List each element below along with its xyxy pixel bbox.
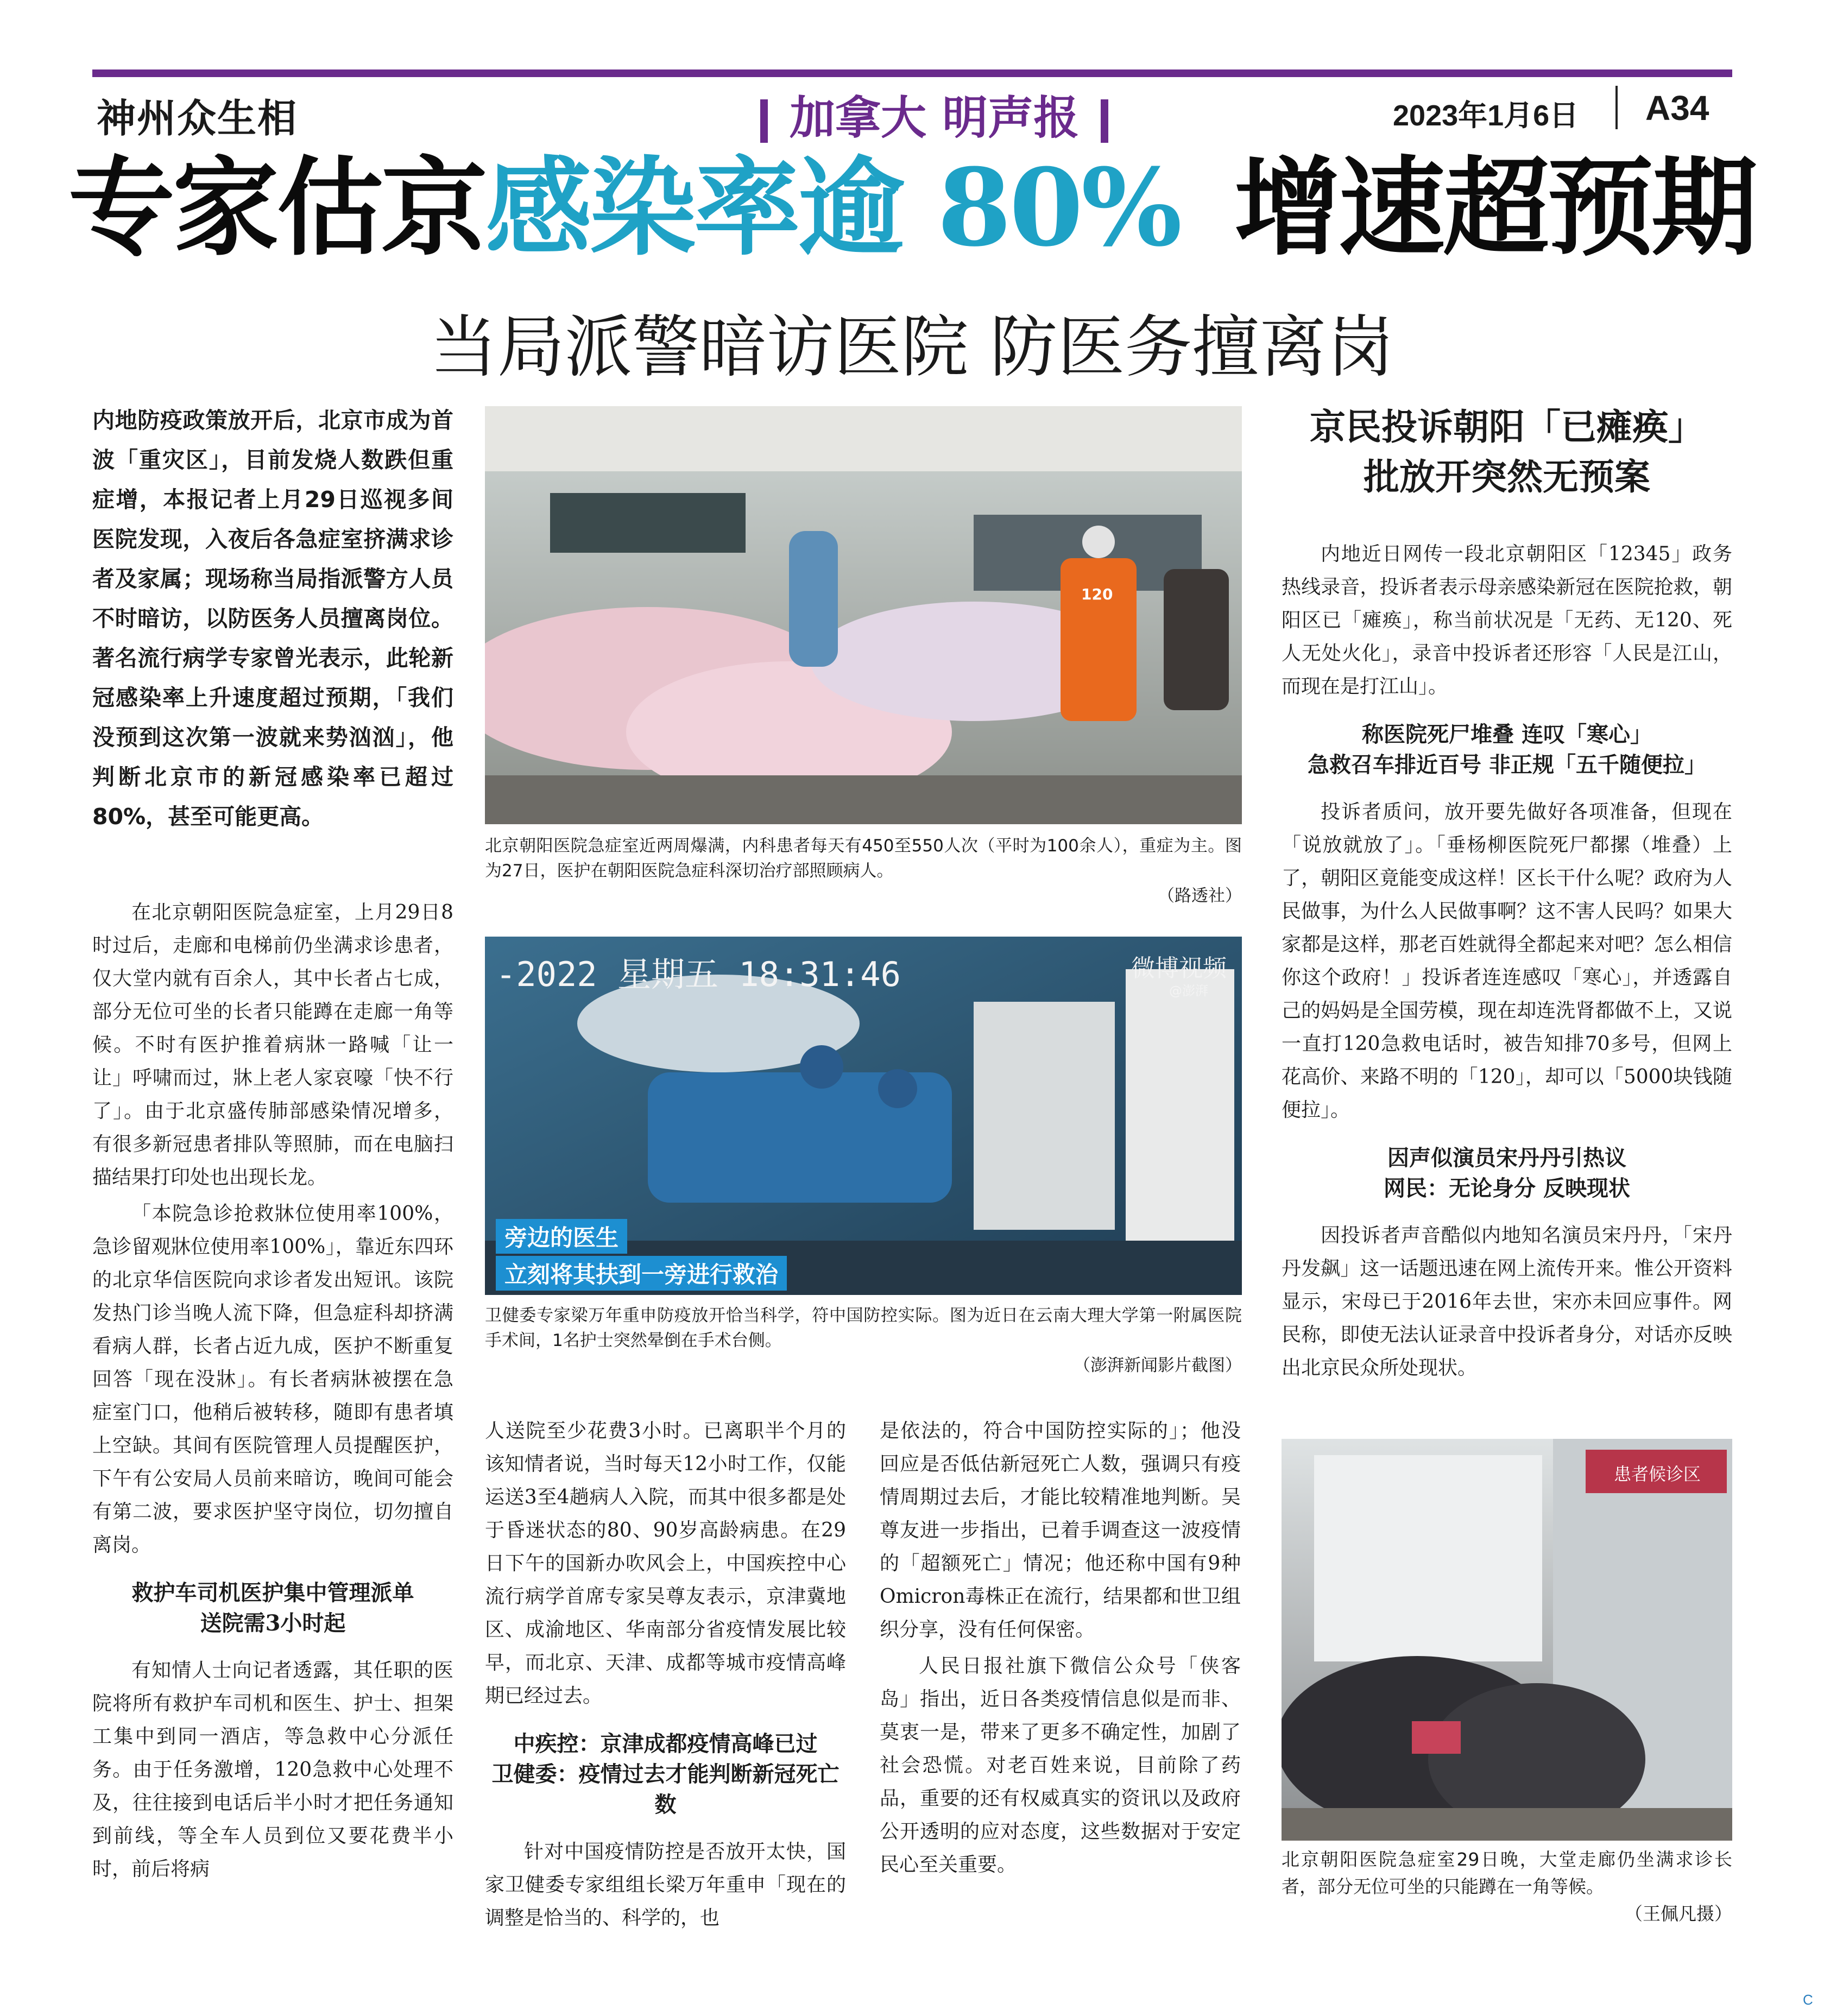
subheading-line: 急救召车排近百号 非正规「五千随便拉」	[1308, 752, 1706, 778]
subheading	[92, 1578, 453, 1639]
footer-mark: C	[1803, 1992, 1813, 2008]
video-watermark: 微博视频	[1131, 955, 1227, 982]
article-paragraph: 内地近日网传一段北京朝阳区「12345」政务热线录音，投诉者表示母亲感染新冠在医院抢救，朝阳区已「瘫痪」，称当前状况是「无药、无120、死人无处火化」，录音中投诉者还形容「人民是江山，而现在是打江山」。	[1282, 543, 1732, 698]
main-headline	[0, 146, 1824, 270]
photo2-caption-block	[485, 1303, 1242, 1378]
video-subtitle-line2: 立刻将其扶到一旁进行救治	[496, 1256, 787, 1291]
waiting-area-illustration	[1282, 1439, 1732, 1841]
photo-waiting-area	[1282, 1439, 1732, 1841]
subheading	[485, 1729, 846, 1820]
article-paragraph: 投诉者质问，放开要先做好各项准备，但现在「说放就放了」。「垂杨柳医院死尸都摞（堆叠）上了，朝阳区竟能变成这样！区长干什么呢？政府为人民做事，为什么人民做事啊？这不害人民吗？如果大家都是这样，那老百姓就得全都起来对吧？怎么相信你这个政府！」投诉者连连感叹「寒心」，并透露自己的妈妈是全国劳模，现在却连洗肾都做不上，又说一直打120急救电话时，被告知排70多号，但网上花高价、来路不明的「120」，却可以「5000块钱随便拉」。	[1282, 801, 1732, 1121]
masthead-brand: 明声报	[942, 91, 1080, 144]
article-paragraph: 因投诉者声音酷似内地知名演员宋丹丹，「宋丹丹发飙」这一话题迅速在网上流传开来。惟公开资料显示，宋母已于2016年去世，宋亦未回应事件。网民称，即使无法认证录音中投诉者身分，对话亦反映出北京民众所处现状。	[1282, 1224, 1732, 1379]
photo3-credit: （王佩凡摄）	[1625, 1903, 1732, 1924]
masthead-bar-left	[760, 99, 768, 143]
photo2-credit: （澎湃新闻影片截图）	[1074, 1356, 1242, 1375]
video-subtitle-line1: 旁边的医生	[496, 1219, 627, 1254]
masthead-region: 加拿大	[790, 91, 927, 144]
photo2-caption: 卫健委专家梁万年重申防疫放开恰当科学，符中国防控实际。图为近日在云南大理大学第一附属医院手术间，1名护士突然晕倒在手术台侧。	[485, 1306, 1242, 1350]
ward-photo-illustration	[485, 406, 1242, 824]
photo3-caption-block	[1282, 1846, 1732, 1927]
header-divider	[1615, 86, 1618, 129]
photo1-caption: 北京朝阳医院急症室近两周爆满，内科患者每天有450至550人次（平时为100余人），重症为主。图为27日，医护在朝阳医院急症科深切治疗部照顾病人。	[485, 836, 1242, 881]
subheading-line: 因声似演员宋丹丹引热议	[1387, 1145, 1626, 1171]
video-timestamp: -2022 星期五 18:31:46	[496, 955, 901, 994]
article-paragraph: 是依法的，符合中国防控实际的」；他没回应是否低估新冠死亡人数，强调只有疫情周期过去后，才能比较精准地判断。吴尊友进一步指出，已着手调查这一波疫情的「超额死亡」情况；他还称中国有9种Omicron毒株正在流行，结果都和世卫组织分享，没有任何保密。	[880, 1420, 1241, 1641]
issue-date: 2023年1月6日	[1393, 99, 1579, 132]
headline-part2: 感染率逾 80%	[485, 146, 1181, 270]
subheading	[1282, 719, 1732, 780]
sidebar-headline	[1282, 402, 1732, 502]
photo1-credit: （路透社）	[1158, 886, 1242, 906]
subheading-line: 送院需3小时起	[200, 1610, 346, 1636]
subheading-line: 称医院死尸堆叠 连叹「寒心」	[1362, 722, 1652, 747]
photo1-caption-block	[485, 833, 1242, 908]
headline-part1: 专家估京	[68, 146, 485, 270]
article-paragraph: 有知情人士向记者透露，其任职的医院将所有救护车司机和医生、护士、担架工集中到同一酒店，等急救中心分派任务。由于任务激增，120急救中心处理不及，往往接到电话后半小时才把任务通知到前线，等全车人员到位又要花费半小时，前后将病	[92, 1659, 453, 1880]
masthead	[739, 81, 1130, 147]
subheading-line: 卫健委：疫情过去才能判断新冠死亡数	[491, 1761, 840, 1817]
article-column-2	[485, 1414, 846, 1938]
photo3-caption: 北京朝阳医院急症室29日晚，大堂走廊仍坐满求诊长者，部分无位可坐的只能蹲在一角等候。	[1282, 1849, 1732, 1897]
lead-paragraph: 内地防疫政策放开后，北京市成为首波「重灾区」，目前发烧人数跌但重症增，本报记者上月29日巡视多间医院发现，入夜后各急症室挤满求诊者及家属；现场称当局指派警方人员不时暗访，以防医务人员擅离岗位。著名流行病学专家曾光表示，此轮新冠感染率上升速度超过预期，「我们没预到这次第一波就来势汹汹」，他判断北京市的新冠感染率已超过80%，甚至可能更高。	[92, 407, 453, 830]
article-column-3	[880, 1414, 1241, 1885]
subheading-line: 网民：无论身分 反映现状	[1384, 1176, 1630, 1201]
sidebar-headline-line: 批放开突然无预案	[1364, 456, 1650, 498]
vest-label: 120	[1081, 585, 1113, 603]
masthead-bar-right	[1101, 99, 1108, 143]
page-number: A34	[1645, 89, 1709, 128]
header-rule	[92, 69, 1732, 77]
article-paragraph: 针对中国疫情防控是否放开太快，国家卫健委专家组组长梁万年重申「现在的调整是恰当的、科学的，也	[485, 1841, 846, 1929]
headline-part3: 增速超预期	[1234, 146, 1756, 270]
article-paragraph: 人民日报社旗下微信公众号「侠客岛」指出，近日各类疫情信息似是而非、莫衷一是，带来了更多不确定性，加剧了社会恐慌。对老百姓来说，目前除了药品，重要的还有权威真实的资讯以及政府公开透明的应对态度，这些数据对于安定民心至关重要。	[880, 1655, 1241, 1876]
article-paragraph: 「本院急诊抢救牀位使用率100%，急诊留观牀位使用率100%」，靠近东四环的北京华信医院向求诊者发出短讯。该院发热门诊当晚人流下降，但急症科却挤满看病人群，长者占近九成，医护不断重复回答「现在没牀」。有长者病牀被摆在急症室门口，他稍后被转移，随即有患者填上空缺。其间有医院管理人员提醒医护，下午有公安局人员前来暗访，晚间可能会有第二波，要求医护坚守岗位，切勿擅自离岗。	[92, 1203, 453, 1556]
subheading-line: 救护车司机医护集中管理派单	[131, 1580, 414, 1606]
subheading-line: 中疾控：京津成都疫情高峰已过	[513, 1731, 818, 1756]
waiting-area-sign: 患者候诊区	[1614, 1464, 1701, 1484]
sidebar-headline-line: 京民投诉朝阳「已瘫痪」	[1310, 406, 1704, 448]
photo-emergency-ward	[485, 406, 1242, 824]
subheading	[1282, 1143, 1732, 1204]
video-watermark-sub: @澎湃	[1169, 983, 1208, 998]
article-paragraph: 在北京朝阳医院急症室，上月29日8时过后，走廊和电梯前仍坐满求诊患者，仅大堂内就有百余人，其中长者占七成，部分无位可坐的长者只能蹲在走廊一角等候。不时有医护推着病牀一路喊「让一让」呼啸而过，牀上老人家哀嚎「快不行了」。由于北京盛传肺部感染情况增多，有很多新冠患者排队等照肺，而在电脑扫描结果打印处也出现长龙。	[92, 901, 453, 1189]
section-title: 神州众生相	[97, 96, 298, 141]
sub-headline: 当局派警暗访医院 防医务擅离岗	[430, 308, 1394, 387]
article-paragraph: 人送院至少花费3小时。已离职半个月的该知情者说，当时每天12小时工作，仅能运送3至4趟病人入院，而其中很多都是处于昏迷状态的80、90岁高龄病患。在29日下午的国新办吹风会上，中国疾控中心流行病学首席专家吴尊友表示，京津冀地区、成渝地区、华南部分省疫情发展比较早，而北京、天津、成都等城市疫情高峰期已经过去。	[485, 1420, 846, 1707]
article-column-1	[92, 896, 453, 1889]
sidebar-article	[1282, 538, 1732, 1388]
photo-operating-room	[485, 937, 1242, 1295]
